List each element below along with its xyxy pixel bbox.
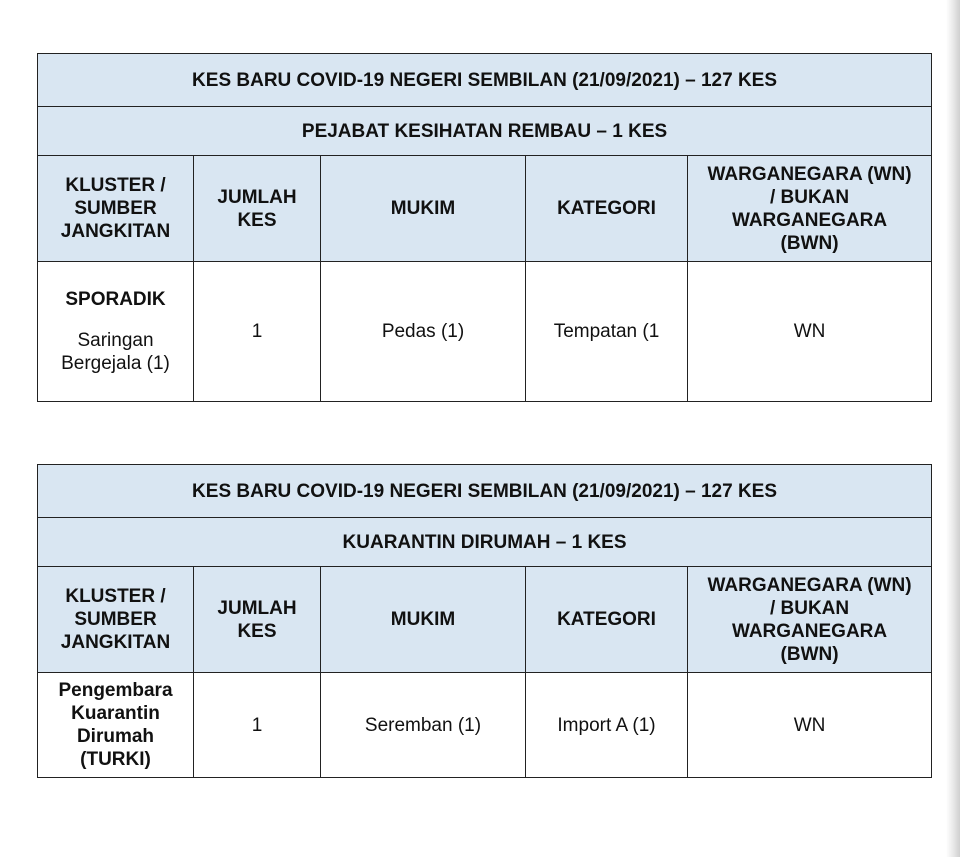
header-kluster: KLUSTER / SUMBER JANGKITAN <box>38 156 194 262</box>
table-subtitle: KUARANTIN DIRUMAH – 1 KES <box>38 518 932 567</box>
header-warganegara: WARGANEGARA (WN) / BUKAN WARGANEGARA (BWN) <box>688 156 932 262</box>
table-title: KES BARU COVID-19 NEGERI SEMBILAN (21/09/2021) – 127 KES <box>38 54 932 107</box>
cell-mukim: Pedas (1) <box>321 262 526 402</box>
table-row <box>38 673 932 778</box>
header-warganegara: WARGANEGARA (WN) / BUKAN WARGANEGARA (BWN) <box>688 567 932 673</box>
case-table-kuarantin <box>37 464 932 778</box>
table-row <box>38 262 932 402</box>
cell-kategori: Tempatan (1 <box>526 262 688 402</box>
table-title: KES BARU COVID-19 NEGERI SEMBILAN (21/09/2021) – 127 KES <box>38 465 932 518</box>
header-kluster: KLUSTER / SUMBER JANGKITAN <box>38 567 194 673</box>
table-subtitle: PEJABAT KESIHATAN REMBAU – 1 KES <box>38 107 932 156</box>
cell-jumlah: 1 <box>194 262 321 402</box>
cell-mukim: Seremban (1) <box>321 673 526 778</box>
header-kategori: KATEGORI <box>526 156 688 262</box>
header-mukim: MUKIM <box>321 567 526 673</box>
cell-kluster: Pengembara Kuarantin Dirumah (TURKI) <box>38 673 194 778</box>
header-jumlah-kes: JUMLAH KES <box>194 567 321 673</box>
header-jumlah-kes: JUMLAH KES <box>194 156 321 262</box>
cell-jumlah: 1 <box>194 673 321 778</box>
cell-kategori: Import A (1) <box>526 673 688 778</box>
cell-kluster: SPORADIK Saringan Bergejala (1) <box>38 262 194 402</box>
header-mukim: MUKIM <box>321 156 526 262</box>
cell-warganegara: WN <box>688 673 932 778</box>
page-edge-shadow <box>946 0 960 857</box>
header-kategori: KATEGORI <box>526 567 688 673</box>
case-table-rembau <box>37 53 932 402</box>
cell-warganegara: WN <box>688 262 932 402</box>
